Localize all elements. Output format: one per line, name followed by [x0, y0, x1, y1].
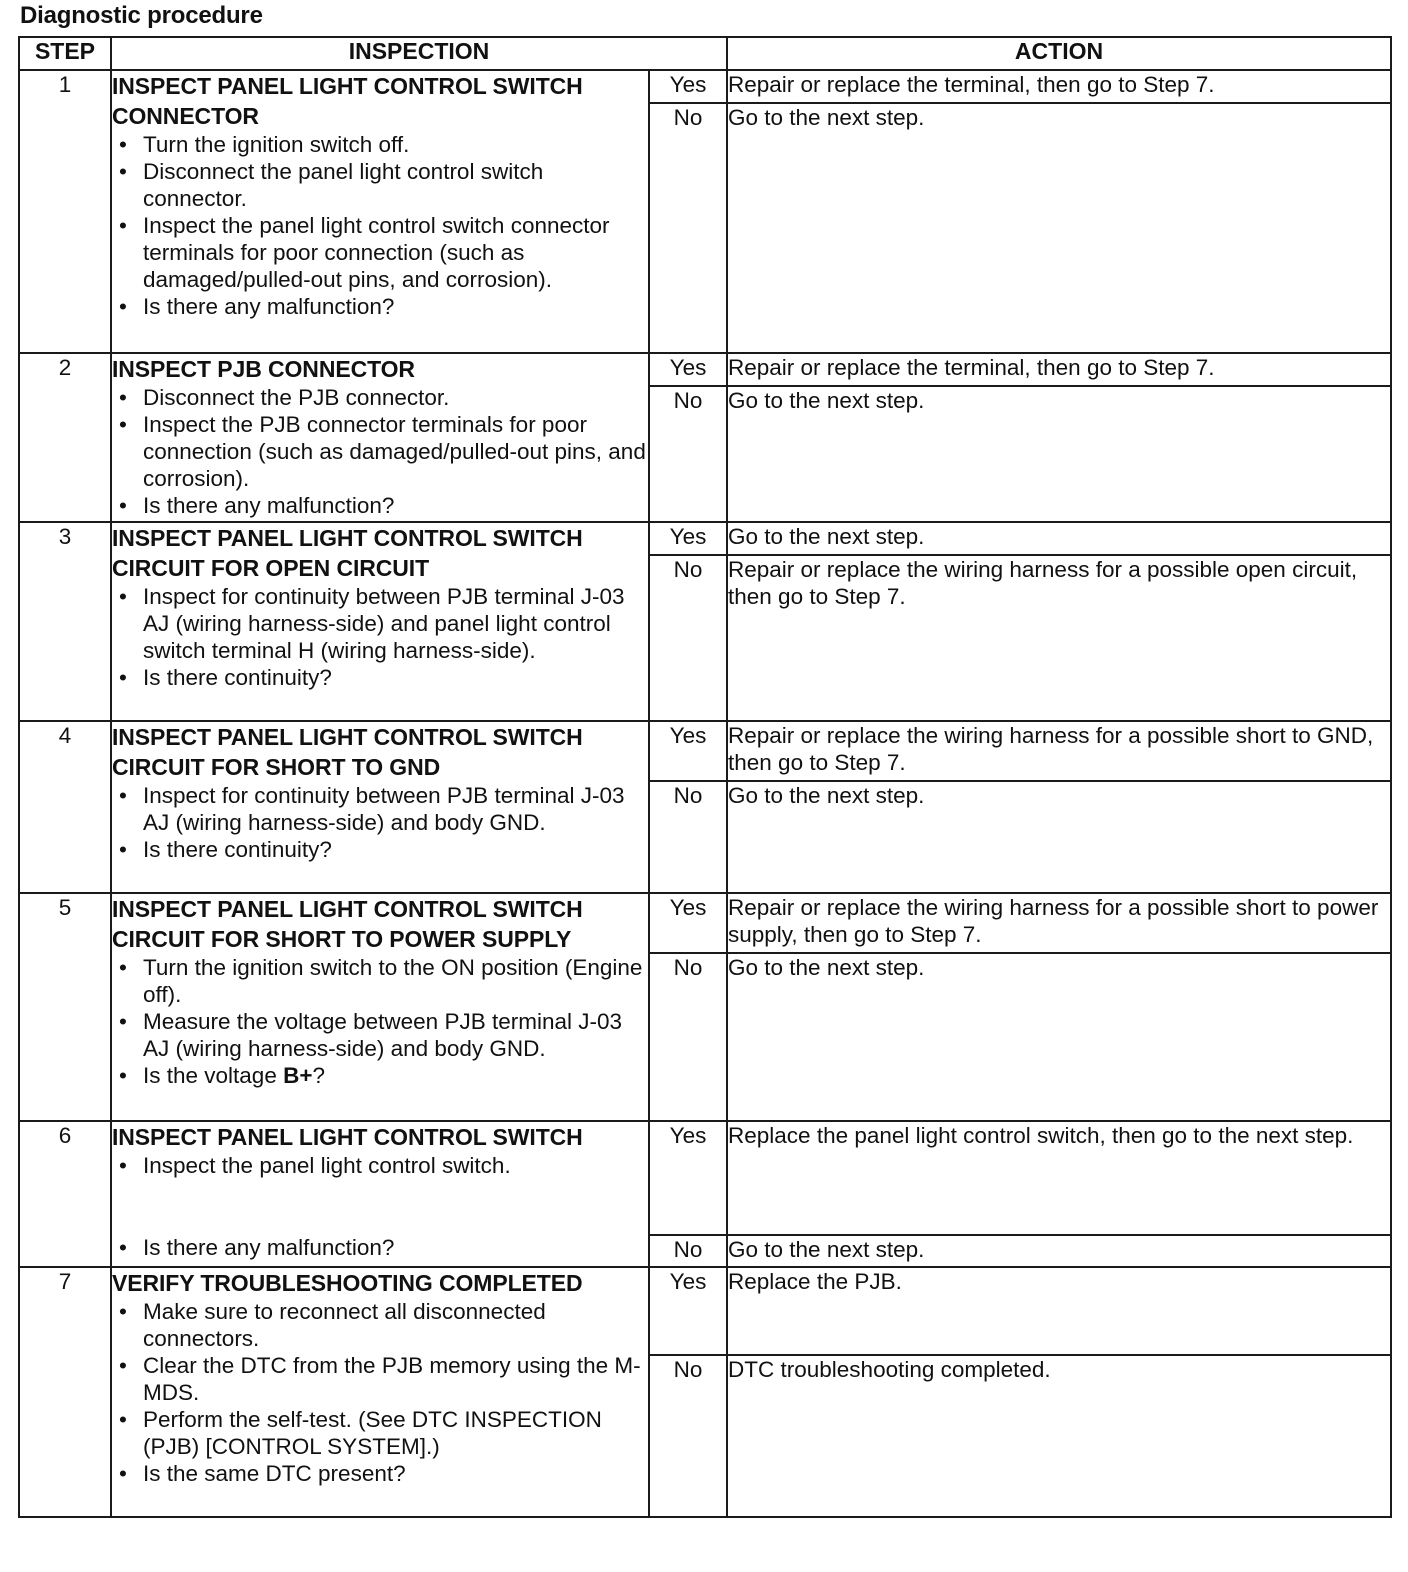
voltage-value: B+	[283, 1063, 313, 1088]
step-1-yes-row	[19, 70, 1391, 103]
step-2-inspection	[111, 353, 649, 522]
header-inspection: INSPECTION	[111, 37, 727, 70]
yes-label: Yes	[649, 522, 727, 555]
inspection-title: INSPECT PANEL LIGHT CONTROL SWITCH CIRCUIT FOR SHORT TO POWER SUPPLY	[112, 896, 583, 952]
inspection-bullet: • Is there continuity?	[112, 836, 648, 863]
yes-label: Yes	[649, 70, 727, 103]
step-1-inspection	[111, 70, 649, 353]
step-6-inspection	[111, 1121, 649, 1267]
no-action: Go to the next step.	[727, 386, 1391, 522]
inspection-title: INSPECT PANEL LIGHT CONTROL SWITCH CONNECTOR	[112, 73, 583, 129]
yes-label: Yes	[649, 1121, 727, 1235]
yes-action: Replace the panel light control switch, then go to the next step.	[727, 1121, 1391, 1235]
inspection-bullet: • Turn the ignition switch off.	[112, 131, 648, 158]
yes-action: Repair or replace the terminal, then go to Step 7.	[727, 70, 1391, 103]
bullet-text: Is the voltage	[143, 1063, 284, 1088]
no-action: Repair or replace the wiring harness for a possible open circuit, then go to Step 7.	[727, 555, 1391, 721]
step-5-yes-row	[19, 893, 1391, 953]
no-action: Go to the next step.	[727, 953, 1391, 1121]
yes-label: Yes	[649, 893, 727, 953]
no-label: No	[649, 386, 727, 522]
no-label: No	[649, 103, 727, 353]
no-action: DTC troubleshooting completed.	[727, 1355, 1391, 1517]
inspection-bullet	[112, 1062, 648, 1089]
no-action: Go to the next step.	[727, 103, 1391, 353]
page-title: Diagnostic procedure	[20, 2, 263, 29]
header-action: ACTION	[727, 37, 1391, 70]
yes-label: Yes	[649, 1267, 727, 1355]
yes-action: Go to the next step.	[727, 522, 1391, 555]
step-4-yes-row	[19, 721, 1391, 781]
inspection-bullet: • Inspect the PJB connector terminals for poor connection (such as damaged/pulled-out pins, and corrosion).	[112, 411, 648, 492]
yes-label: Yes	[649, 353, 727, 386]
step-2-yes-row	[19, 353, 1391, 386]
no-label: No	[649, 953, 727, 1121]
step-number: 3	[19, 522, 111, 721]
inspection-bullet: • Turn the ignition switch to the ON position (Engine off).	[112, 954, 648, 1008]
inspection-title: INSPECT PANEL LIGHT CONTROL SWITCH CIRCUIT FOR SHORT TO GND	[112, 724, 583, 780]
inspection-bullet: • Inspect the panel light control switch.	[112, 1152, 648, 1179]
step-number: 2	[19, 353, 111, 522]
step-3-inspection	[111, 522, 649, 721]
step-5-inspection	[111, 893, 649, 1121]
yes-action: Repair or replace the wiring harness for a possible short to power supply, then go to Step 7.	[727, 893, 1391, 953]
bullet-text-suffix: ?	[312, 1063, 325, 1088]
step-6-yes-row	[19, 1121, 1391, 1235]
inspection-bullet: • Disconnect the panel light control switch connector.	[112, 158, 648, 212]
inspection-bullet: • Is there any malfunction?	[112, 1234, 648, 1261]
inspection-bullet: • Measure the voltage between PJB terminal J-03 AJ (wiring harness-side) and body GND.	[112, 1008, 648, 1062]
inspection-bullet: • Is there any malfunction?	[112, 492, 648, 519]
step-7-yes-row	[19, 1267, 1391, 1355]
yes-label: Yes	[649, 721, 727, 781]
inspection-bullet: • Clear the DTC from the PJB memory using the M-MDS.	[112, 1352, 648, 1406]
inspection-bullet: • Is there any malfunction?	[112, 293, 648, 320]
inspection-bullet: • Is there continuity?	[112, 664, 648, 691]
yes-action: Repair or replace the terminal, then go to Step 7.	[727, 353, 1391, 386]
diagnostic-procedure-table	[18, 36, 1392, 1518]
yes-action: Repair or replace the wiring harness for a possible short to GND, then go to Step 7.	[727, 721, 1391, 781]
header-row	[19, 37, 1391, 70]
no-label: No	[649, 781, 727, 893]
no-label: No	[649, 1355, 727, 1517]
no-action: Go to the next step.	[727, 1235, 1391, 1267]
step-7-inspection	[111, 1267, 649, 1517]
step-number: 7	[19, 1267, 111, 1517]
header-step: STEP	[19, 37, 111, 70]
inspection-bullet: • Make sure to reconnect all disconnected connectors.	[112, 1298, 648, 1352]
no-label: No	[649, 555, 727, 721]
inspection-title: INSPECT PJB CONNECTOR	[112, 356, 415, 382]
inspection-title: INSPECT PANEL LIGHT CONTROL SWITCH CIRCUIT FOR OPEN CIRCUIT	[112, 525, 583, 581]
no-label: No	[649, 1235, 727, 1267]
inspection-bullet: • Inspect the panel light control switch connector terminals for poor connection (such as damaged/pulled-out pins, and corrosion).	[112, 212, 648, 293]
inspection-bullet: • Is the same DTC present?	[112, 1460, 648, 1487]
step-number: 1	[19, 70, 111, 353]
step-number: 5	[19, 893, 111, 1121]
inspection-bullet: • Disconnect the PJB connector.	[112, 384, 648, 411]
step-number: 6	[19, 1121, 111, 1267]
step-3-yes-row	[19, 522, 1391, 555]
step-4-inspection	[111, 721, 649, 893]
yes-action: Replace the PJB.	[727, 1267, 1391, 1355]
inspection-bullet: • Perform the self-test. (See DTC INSPECTION (PJB) [CONTROL SYSTEM].)	[112, 1406, 648, 1460]
inspection-title: INSPECT PANEL LIGHT CONTROL SWITCH	[112, 1124, 583, 1150]
step-number: 4	[19, 721, 111, 893]
inspection-title: VERIFY TROUBLESHOOTING COMPLETED	[112, 1270, 583, 1296]
inspection-bullet: • Inspect for continuity between PJB terminal J-03 AJ (wiring harness-side) and body GND.	[112, 782, 648, 836]
no-action: Go to the next step.	[727, 781, 1391, 893]
inspection-bullet: • Inspect for continuity between PJB terminal J-03 AJ (wiring harness-side) and panel light control switch terminal H (wiring harness-side).	[112, 583, 648, 664]
